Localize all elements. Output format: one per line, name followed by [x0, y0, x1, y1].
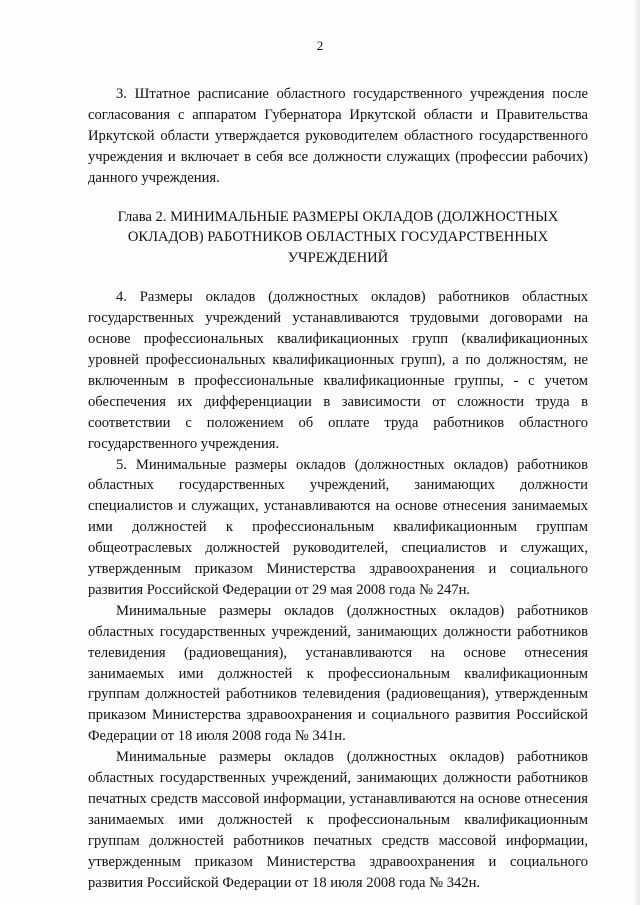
paragraph-3: 3. Штатное расписание областного государственного учреждения после согласования с аппаратом Губернатора Иркутской области и Правительства Иркутской области утверждается руководителем областного государственного учреждения и включает в себя все должности служащих (профессии рабочих) данного учреждения. — [88, 86, 588, 186]
paragraph-5: 5. Минимальные размеры окладов (должностных окладов) работников областных государственных учреждений, занимающих должности специалистов и служащих, устанавливаются на основе отнесения занимаемых ими должностей к профессиональным квалификационным группам общеотраслевых должностей руководителей, специалистов и служащих, утвержденным приказом Министерства здравоохранения и социального развития Российской Федерации от 29 мая 2008 года № 247н. — [88, 456, 588, 598]
paragraph-4: 4. Размеры окладов (должностных окладов) работников областных государственных учреждений устанавливаются трудовыми договорами на основе профессиональных квалификационных групп (квалификационных уровней профессиональных квалификационных групп), а по должностям, не включенным в профессиональные квалификационные группы, - с учетом обеспечения их дифференциации в зависимости от сложности труда в соответствии с положением об оплате труда работников областного государственного учреждения. — [88, 289, 588, 452]
chapter-title: Глава 2. МИНИМАЛЬНЫЕ РАЗМЕРЫ ОКЛАДОВ (ДОЛЖНОСТНЫХ ОКЛАДОВ) РАБОТНИКОВ ОБЛАСТНЫХ ГОСУДАРСТВЕННЫХ УЧРЕЖДЕНИЙ — [117, 208, 559, 267]
page-edge-shadow — [634, 0, 640, 905]
paragraph-5-print: Минимальные размеры окладов (должностных окладов) работников областных государственных учреждений, занимающих должности работников печатных средств массовой информации, устанавливаются на основе отнесения занимаемых ими должностей к профессиональным квалификационным группам должностей работников печатных средств массовой информации, утвержденным приказом Министерства здравоохранения и социального развития Российской Федерации от 18 июля 2008 года № 342н. — [88, 749, 588, 891]
page-number: 2 — [316, 38, 324, 53]
document-body — [88, 84, 588, 894]
paragraph-5-tv: Минимальные размеры окладов (должностных окладов) работников областных государственных учреждений, занимающих должности работников телевидения (радиовещания), устанавливаются на основе отнесения занимаемых ими должностей к профессиональным квалификационным группам должностей работников телевидения (радиовещания), утвержденным приказом Министерства здравоохранения и социального развития Российской Федерации от 18 июля 2008 года № 341н. — [88, 602, 588, 745]
